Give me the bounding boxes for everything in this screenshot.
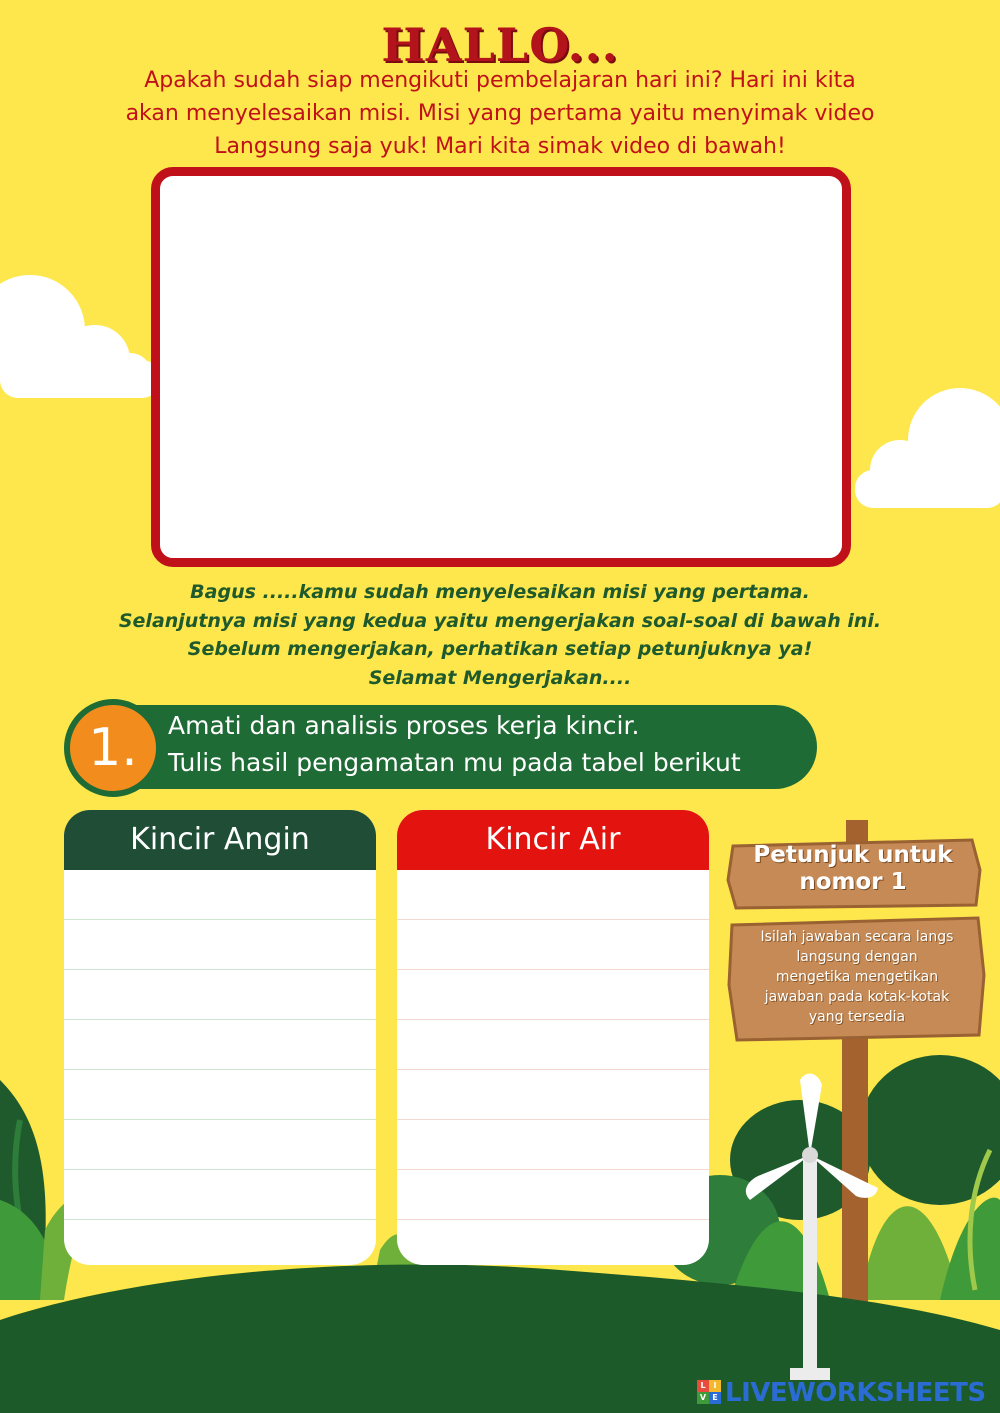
answer-row[interactable]	[397, 1120, 709, 1170]
answer-row[interactable]	[64, 1120, 376, 1170]
hint-sign-title-line: nomor 1	[799, 869, 907, 895]
instructions-line: Sebelum mengerjakan, perhatikan setiap petunjuknya ya!	[187, 638, 813, 660]
answer-row[interactable]	[64, 1220, 376, 1265]
hint-sign-line: yang tersedia	[808, 1009, 906, 1025]
intro-line: Apakah sudah siap mengikuti pembelajaran hari ini? Hari ini kita	[144, 68, 856, 93]
answer-row[interactable]	[397, 870, 709, 920]
answer-row[interactable]	[397, 1220, 709, 1265]
logo-letter: V	[697, 1392, 709, 1404]
task-number-badge: 1.	[64, 699, 162, 797]
video-player[interactable]	[151, 167, 851, 567]
answer-row[interactable]	[397, 920, 709, 970]
answer-table-kincir-angin	[64, 810, 376, 1265]
page-title: HALLO...	[381, 18, 619, 72]
logo-letter: I	[709, 1380, 721, 1392]
hint-sign-body	[740, 927, 974, 1027]
answer-row[interactable]	[64, 1020, 376, 1070]
answer-table-kincir-air	[397, 810, 709, 1265]
intro-line: akan menyelesaikan misi. Misi yang pertama yaitu menyimak video	[125, 101, 875, 126]
table-header-kincir-air: Kincir Air	[397, 810, 709, 870]
hint-sign-title-line: Petunjuk untuk	[753, 842, 953, 868]
liveworksheets-logo-text: LIVEWORKSHEETS	[725, 1378, 986, 1408]
table-header-kincir-angin: Kincir Angin	[64, 810, 376, 870]
cloud-left	[0, 275, 160, 398]
answer-row[interactable]	[64, 970, 376, 1020]
answer-row[interactable]	[397, 1070, 709, 1120]
bushes-right	[660, 1055, 1000, 1300]
answer-row[interactable]	[397, 1020, 709, 1070]
cloud-right	[855, 388, 1000, 508]
answer-row[interactable]	[64, 920, 376, 970]
instructions-line: Selanjutnya misi yang kedua yaitu mengerjakan soal-soal di bawah ini.	[118, 609, 882, 632]
answer-row[interactable]	[64, 1070, 376, 1120]
task-line: Tulis hasil pengamatan mu pada tabel berikut	[168, 748, 741, 777]
hint-sign-line: mengetika mengetikan	[775, 969, 939, 985]
logo-letter: L	[697, 1380, 709, 1392]
answer-row[interactable]	[64, 870, 376, 920]
intro-text	[90, 64, 910, 163]
instructions-text	[80, 578, 920, 692]
logo-letter: E	[709, 1392, 721, 1404]
task-instructions	[168, 707, 808, 781]
hint-sign-title	[735, 842, 971, 896]
instructions-line: Bagus .....kamu sudah menyelesaikan misi yang pertama.	[190, 581, 810, 603]
liveworksheets-logo-icon	[697, 1380, 721, 1404]
hint-sign-line: Isilah jawaban secara langs	[760, 929, 954, 945]
task-line: Amati dan analisis proses kerja kincir.	[168, 711, 640, 740]
answer-row[interactable]	[64, 1170, 376, 1220]
answer-row[interactable]	[397, 1170, 709, 1220]
answer-row[interactable]	[397, 970, 709, 1020]
hint-sign-line: langsung dengan	[796, 949, 918, 965]
intro-line: Langsung saja yuk! Mari kita simak video di bawah!	[214, 134, 786, 159]
instructions-line: Selamat Mengerjakan....	[368, 666, 632, 689]
hint-sign-line: jawaban pada kotak-kotak	[764, 989, 950, 1005]
